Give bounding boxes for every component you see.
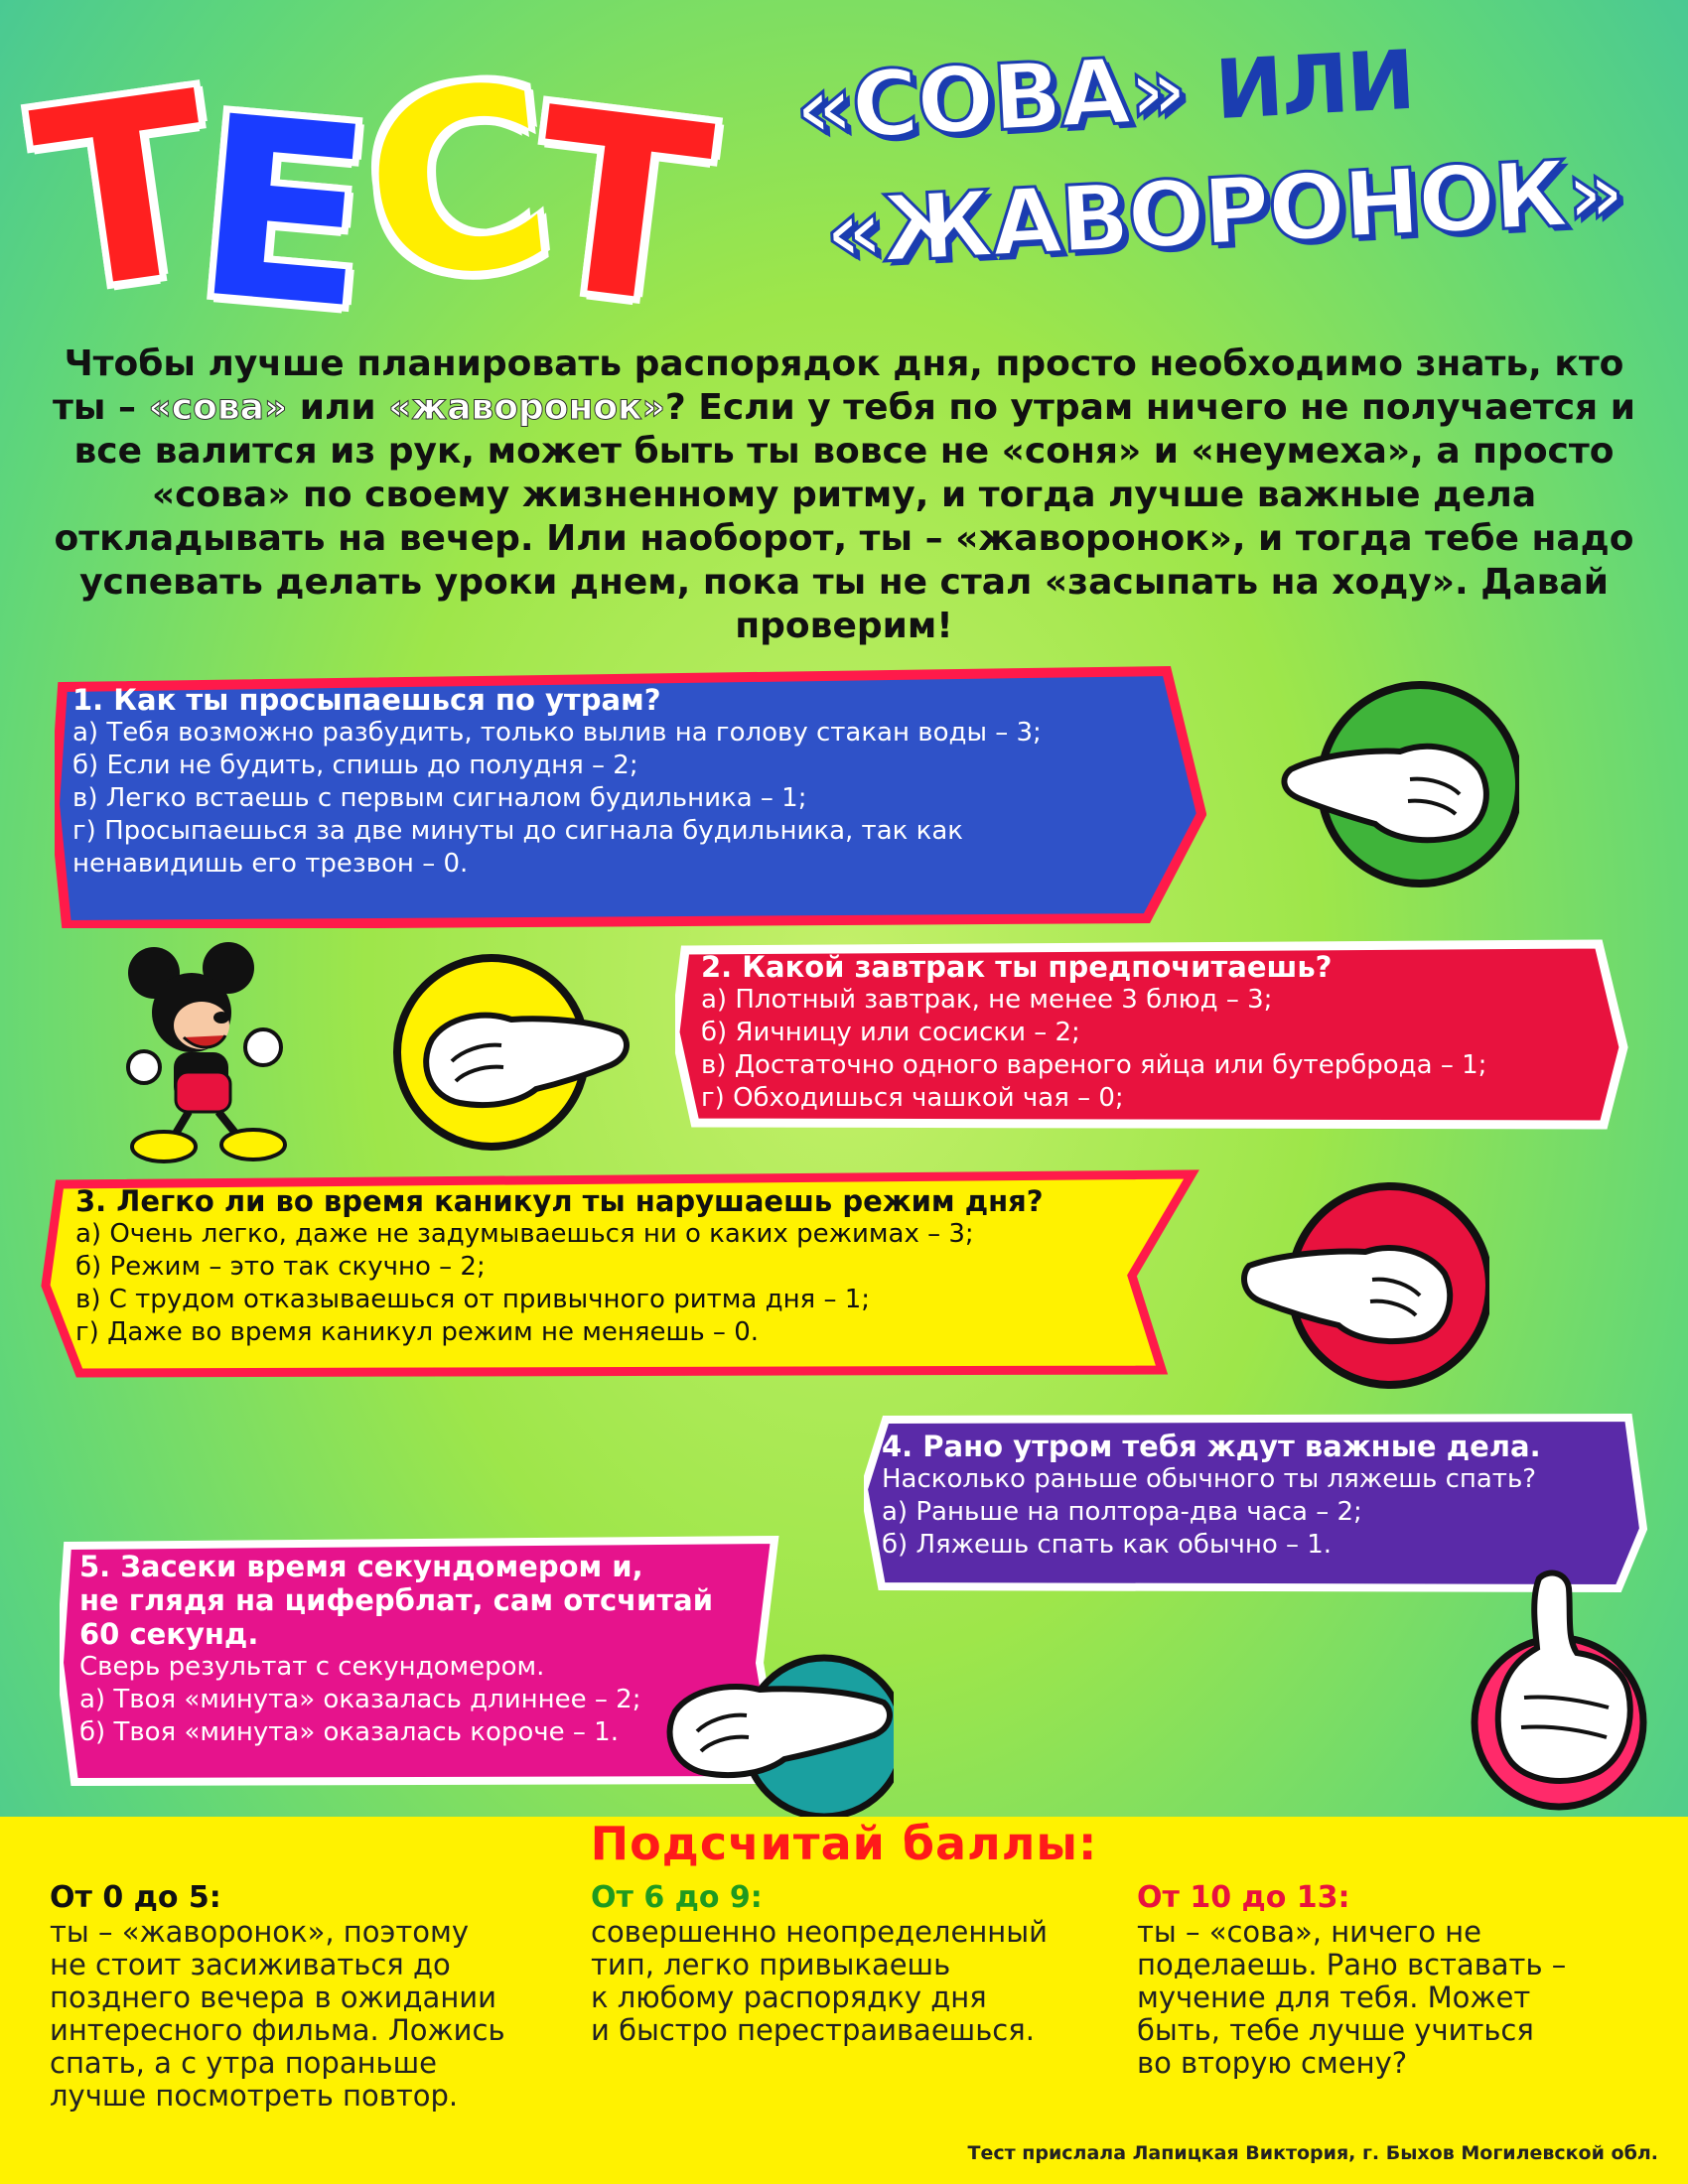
intro-text: ? Если у тебя по утрам ничего не получается и все валится из рук, может быть ты вовсе не «соня» и «неумеха», а просто «сова» по своему жизненному ритму, и тогда лучше важные дела откладывать на вечер. Или наоборот, ты – «жаворонок», и тогда тебе надо успевать делать уроки днем, пока ты не стал «засыпать на ходу». Давай проверим! [54,387,1635,646]
score-text: интересного фильма. Ложись [50,2013,505,2047]
question-4-subtitle: Насколько раньше обычного ты ляжешь спать? [882,1464,1537,1494]
subtitle-connector: ИЛИ [1212,33,1416,139]
question-5-option-a: а) Твоя «минута» оказалась длиннее – 2; [79,1685,641,1714]
score-range: От 10 до 13: [1137,1880,1350,1915]
question-2-option-d: г) Обходишься чашкой чая – 0; [701,1083,1124,1113]
pointing-hand-icon [635,1628,894,1827]
intro-text: Чтобы лучше планировать распорядок дня, просто необходимо знать, кто ты – [53,343,1624,428]
question-1-title: 1. Как ты просыпаешься по утрам? [72,683,661,717]
question-1-option-d: г) Просыпаешься за две минуты до сигнала будильника, так как [72,816,963,846]
question-4-title: 4. Рано утром тебя ждут важные дела. [882,1430,1541,1463]
title-letter: Т [518,54,723,362]
score-text: лучше посмотреть повтор. [50,2079,459,2113]
question-1-option-b: б) Если не будить, спишь до полудня – 2; [72,751,638,780]
score-text: к любому распорядку дня [591,1980,987,2014]
title-letter: С [352,30,565,337]
score-title: Подсчитай баллы: [590,1817,1098,1870]
score-text: во вторую смену? [1137,2046,1408,2080]
thumbs-up-hand-icon [1450,1559,1668,1817]
score-range: От 0 до 5: [50,1880,221,1915]
subtitle-line-2: «ЖАВОРОНОК» [821,138,1626,286]
question-3-option-b: б) Режим – это так скучно – 2; [75,1252,486,1282]
question-1-box [55,665,1206,928]
question-2-option-a: а) Плотный завтрак, не менее 3 блюд – 3; [701,985,1273,1015]
score-text: спать, а с утра пораньше [50,2046,438,2080]
score-text: тип, легко привыкаешь [591,1948,951,1981]
question-1-option-d-cont: ненавидишь его трезвон – 0. [72,849,469,879]
score-group-lark [50,1881,566,2113]
score-group-mixed [591,1881,1117,2047]
question-5-title: не глядя на циферблат, сам отсчитай [79,1583,714,1617]
question-3-option-a: а) Очень легко, даже не задумываешься ни о каких режимах – 3; [75,1219,974,1249]
question-5-title: 60 секунд. [79,1617,259,1651]
score-text: ты – «сова», ничего не [1137,1915,1481,1949]
question-2-option-c: в) Достаточно одного вареного яйца или бутерброда – 1; [701,1050,1487,1080]
score-text: ты – «жаворонок», поэтому [50,1915,470,1949]
subtitle-owl: «СОВА» [791,35,1189,163]
question-2-option-b: б) Яичницу или сосиски – 2; [701,1018,1080,1047]
pointing-hand-icon [1281,660,1519,908]
question-3-title: 3. Легко ли во время каникул ты нарушаешь режим дня? [75,1184,1044,1218]
intro-lark-word: «жаворонок» [388,387,665,428]
pointing-hand-icon [382,948,631,1157]
subtitle-line-1 [792,24,1416,162]
intro-paragraph [40,342,1648,648]
score-text: и быстро перестраиваешься. [591,2013,1035,2047]
author-credit: Тест прислала Лапицкая Виктория, г. Быхов Могилевской обл. [967,2142,1658,2164]
test-title [20,30,735,364]
title-letter: Е [186,62,381,364]
question-2-box [675,938,1628,1132]
question-5-option-b: б) Твоя «минута» оказалась короче – 1. [79,1717,619,1747]
question-3-option-c: в) С трудом отказываешься от привычного ритма дня – 1; [75,1285,871,1314]
title-letter: Т [20,38,228,348]
question-1-option-a: а) Тебя возможно разбудить, только вылив на голову стакан воды – 3; [72,718,1042,748]
score-text: быть, тебе лучше учиться [1137,2013,1534,2047]
question-5-subtitle: Сверь результат с секундомером. [79,1652,545,1682]
pointing-hand-icon [1241,1176,1489,1395]
question-3-box [40,1166,1201,1380]
question-5-title: 5. Засеки время секундомером и, [79,1550,643,1583]
score-text: поделаешь. Рано вставать – [1137,1948,1567,1981]
score-text: мучение для тебя. Может [1137,1980,1531,2014]
score-text: не стоит засиживаться до [50,1948,451,1981]
mickey-mouse-illustration [114,938,343,1166]
question-3-option-d: г) Даже во время каникул режим не меняешь – 0. [75,1317,759,1347]
question-4-option-b: б) Ляжешь спать как обычно – 1. [882,1530,1333,1560]
score-text: совершенно неопределенный [591,1915,1048,1949]
question-4-option-a: а) Раньше на полтора-два часа – 2; [882,1497,1362,1527]
question-1-option-c: в) Легко встаешь с первым сигналом будильника – 1; [72,783,807,813]
intro-connector: или [299,387,376,428]
intro-owl-word: «сова» [148,387,288,428]
question-2-title: 2. Какой завтрак ты предпочитаешь? [701,950,1333,984]
score-text: позднего вечера в ожидании [50,1980,496,2014]
score-range: От 6 до 9: [591,1880,763,1915]
score-group-owl [1137,1881,1653,2080]
